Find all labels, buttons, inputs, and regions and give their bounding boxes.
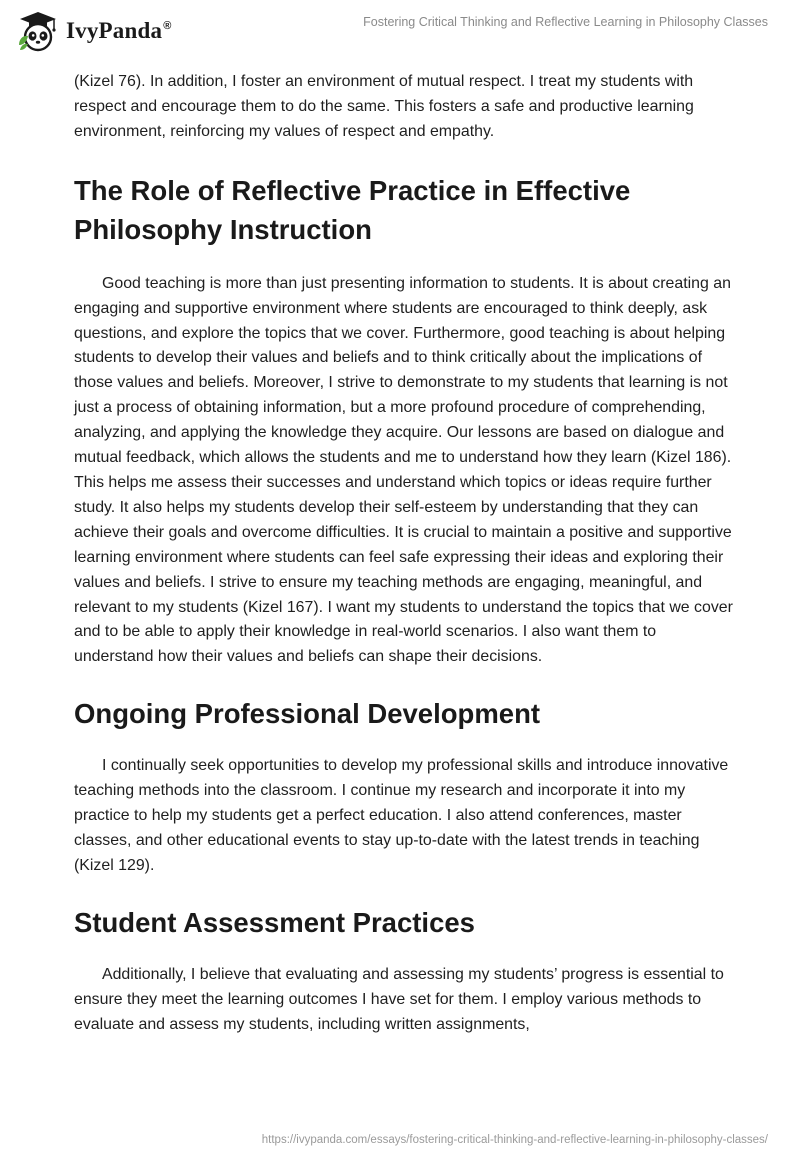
footer-url[interactable]: https://ivypanda.com/essays/fostering-critical-thinking-and-reflective-learning-in-philosophy-classes/ bbox=[261, 1134, 768, 1146]
section-paragraph-reflective-practice: Good teaching is more than just presenting information to students. It is about creating an engaging and supportive environment where students are encouraged to think deeply, ask questions, and explore the topics that we cover. Furthermore, good teaching is about helping students to develop their values and beliefs and to think critically about the implications of those values and beliefs. Moreover, I strive to demonstrate to my students that learning is not just a process of obtaining information, but a more profound procedure of comprehending, analyzing, and applying the knowledge they acquire. Our lessons are based on dialogue and mutual feedback, which allows the students and me to understand how they learn (Kizel 186). This helps me assess their successes and understand which topics or ideas require further study. It also helps my students develop their self-esteem by understanding that they can achieve their goals and overcome difficulties. It is crucial to maintain a positive and supportive learning environment where students can feel safe expressing their ideas and exploring their values and beliefs. I strive to ensure my teaching methods are engaging, meaningful, and relevant to my students (Kizel 167). I want my students to understand the topics that we cover and to be able to apply their knowledge in real-world scenarios. I also want them to understand how their values and beliefs can shape their decisions. bbox=[74, 274, 733, 666]
panda-icon bbox=[16, 9, 60, 53]
section-heading-reflective-practice: The Role of Reflective Practice in Effective Philosophy Instruction bbox=[74, 174, 631, 245]
logo-text: IvyPanda® bbox=[66, 18, 172, 43]
registered-mark: ® bbox=[163, 20, 172, 33]
section-heading-professional-development: Ongoing Professional Development bbox=[74, 698, 541, 730]
ivypanda-logo[interactable] bbox=[16, 9, 172, 53]
essay-content bbox=[74, 70, 734, 1037]
document-title: Fostering Critical Thinking and Reflective Learning in Philosophy Classes bbox=[363, 15, 768, 29]
section-heading-student-assessment: Student Assessment Practices bbox=[74, 906, 475, 938]
section-paragraph-professional-development: I continually seek opportunities to develop my professional skills and introduce innovative teaching methods into the classroom. I continue my research and incorporate it into my practice to help my students get a perfect education. I also attend conferences, master classes, and other educational events to stay up-to-date with the latest trends in teaching (Kizel 129). bbox=[74, 757, 729, 874]
page-header bbox=[0, 0, 800, 62]
intro-paragraph: (Kizel 76). In addition, I foster an environment of mutual respect. I treat my students with respect and encourage them to do the same. This fosters a safe and productive learning environment, reinforcing my values of respect and empathy. bbox=[74, 73, 694, 140]
section-paragraph-student-assessment: Additionally, I believe that evaluating and assessing my students’ progress is essential to ensure they meet the learning outcomes I have set for them. I employ various methods to evaluate and assess my students, including written assignments, bbox=[74, 965, 724, 1033]
